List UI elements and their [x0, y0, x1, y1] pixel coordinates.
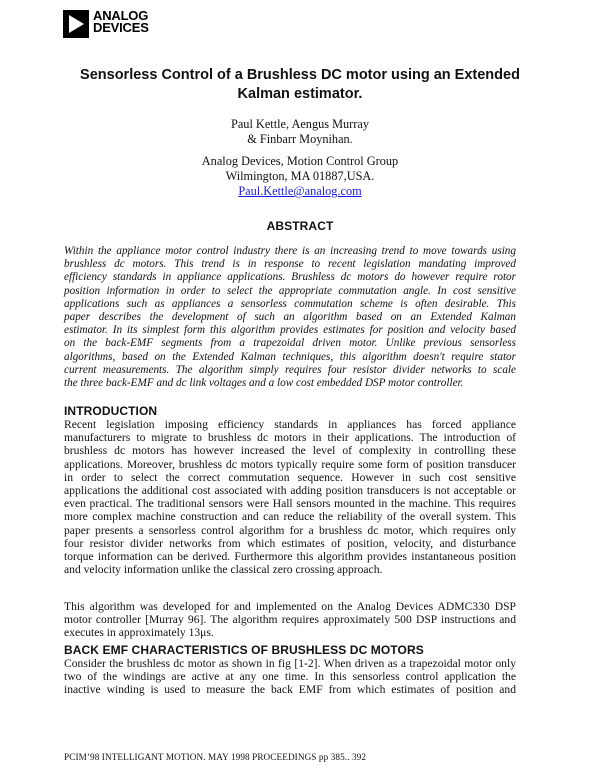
body-line: manufacturers to migrate to brushless dc motors in their applications. The introduction of — [64, 431, 516, 445]
authors-line-1: Paul Kettle, Aengus Murray — [231, 117, 369, 131]
affiliation-line-1: Analog Devices, Motion Control Group — [201, 154, 399, 168]
abstract-line: brushless dc motors. This trend is in response to recent legislation mandating improved — [64, 258, 516, 271]
abstract-line: applications such as appliances a sensorless commutation scheme is often desirable. This — [64, 297, 516, 310]
body-line: applications the additional cost associated with adding position transducers is not acceptable or — [64, 484, 516, 498]
body-line: brushless dc motors has however increased the level of complexity in controlling these — [64, 444, 516, 458]
logo-line-1: ANALOG — [93, 8, 149, 23]
abstract-line: on the back-EMF segments from a trapezoidal driven motor. Unlike previous sensorless — [64, 337, 516, 350]
paper-title — [60, 66, 540, 104]
body-line: four resistor divider networks from which estimates of position, velocity, and disturbance — [64, 536, 516, 550]
email-link[interactable]: Paul.Kettle@analog.com — [238, 184, 362, 198]
abstract-line: efficiency standards in appliance applications. Brushless dc motors do however require rotor — [64, 271, 516, 284]
backemf-heading: BACK EMF CHARACTERISTICS OF BRUSHLESS DC MOTORS — [64, 643, 424, 657]
backemf-text — [64, 657, 516, 697]
abstract-line: position information in order to select the appropriate commutation angle. In cost sensitive — [64, 284, 516, 297]
abstract-text — [64, 245, 516, 390]
abstract-line: estimator. In its simplest form this algorithm provides estimates for position and velocity based — [64, 324, 516, 337]
body-line: Recent legislation imposing efficiency standards in appliances has forced appliance — [64, 418, 516, 431]
body-line: inactive winding is used to measure the back EMF from which estimates of position and — [64, 683, 516, 697]
authors-line-2: & Finbarr Moynihan. — [247, 132, 353, 146]
body-line: even practical. The traditional sensors were Hall sensors mounted in the machine. This requires — [64, 497, 516, 511]
body-line: executes in approximately 13μs. — [64, 626, 214, 640]
body-line: paper presents a sensorless control algorithm for a brushless dc motor, which requires only — [64, 523, 516, 537]
body-line: two of the windings are active at any one time. In this sensorless control application the — [64, 670, 516, 684]
abstract-line: current measurements. The algorithm simply requires four resistor divider networks to scale — [64, 363, 516, 376]
abstract-heading: ABSTRACT — [266, 219, 334, 233]
affiliation — [150, 154, 450, 199]
abstract-line: paper describes the development of such an algorithm based on an Extended Kalman — [64, 311, 516, 324]
body-line: torque information can be derived. Furthermore this algorithm provides instantaneous position — [64, 550, 516, 564]
body-line: motor controller [Murray 96]. The algorithm requires approximately 500 DSP instructions and — [64, 613, 516, 627]
introduction-text — [64, 418, 516, 576]
title-line-1: Sensorless Control of a Brushless DC motor using an Extended — [80, 67, 520, 83]
introduction-paragraph-2 — [64, 600, 516, 640]
body-line: more complex machine construction and can reduce the reliability of the overall system. This — [64, 510, 516, 524]
body-line: Consider the brushless dc motor as shown in fig [1-2]. When driven as a trapezoidal motor only — [64, 657, 516, 670]
body-line: and velocity information unlike the classical zero crossing approach. — [64, 563, 383, 577]
title-line-2: Kalman estimator. — [237, 86, 363, 102]
page-footer: PCIM’98 INTELLIGANT MOTION. MAY 1998 PROCEEDINGS pp 385.. 392 — [64, 752, 367, 762]
logo-text — [93, 10, 149, 34]
analog-devices-logo — [63, 10, 149, 40]
body-line: This algorithm was developed for and implemented on the Analog Devices ADMC330 DSP — [64, 600, 516, 613]
authors — [150, 117, 450, 147]
body-line: in order to select the correct commutation sequence. However in such cost sensitive — [64, 470, 516, 484]
abstract-line: algorithms, based on the Extended Kalman techniques, this algorithm doesn't require stator — [64, 350, 516, 363]
logo-line-2: DEVICES — [93, 20, 149, 35]
affiliation-line-2: Wilmington, MA 01887,USA. — [225, 169, 375, 183]
abstract-line: Within the appliance motor control industry there is an increasing trend to move towards using — [64, 245, 516, 257]
body-line: applications. Moreover, brushless dc motors typically require some form of position transducer — [64, 457, 516, 471]
introduction-heading: INTRODUCTION — [64, 404, 158, 418]
abstract-line: the three back-EMF and dc link voltages and a low cost embedded DSP motor controller. — [64, 377, 464, 390]
triangle-logo-icon — [63, 10, 89, 38]
